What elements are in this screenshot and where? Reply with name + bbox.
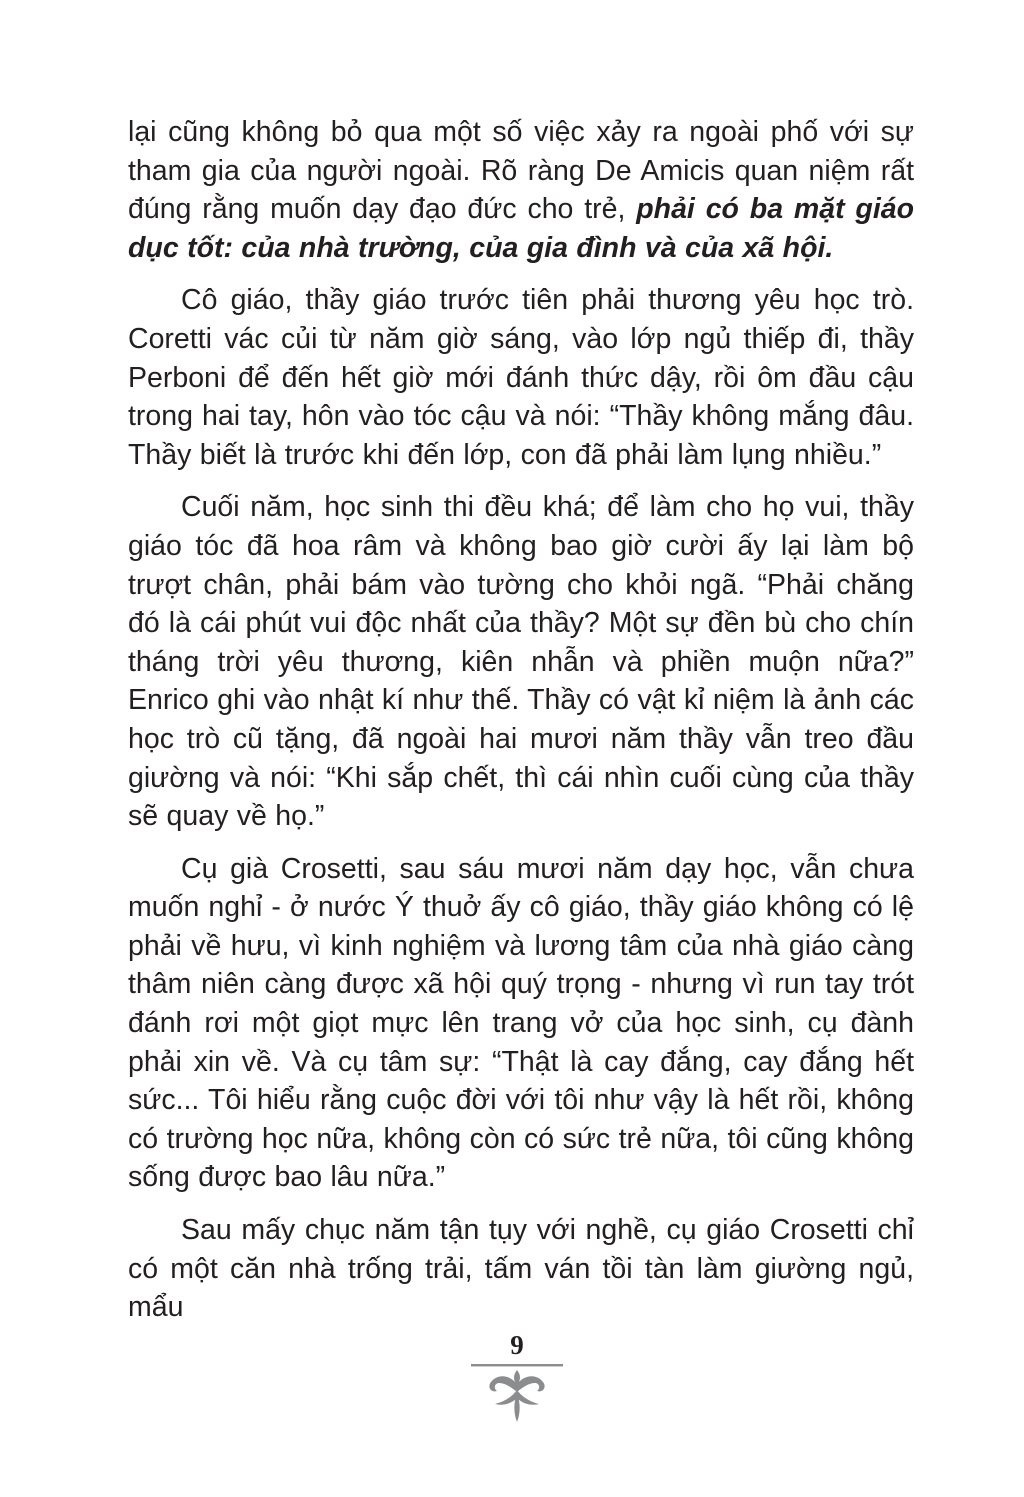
paragraph-5: Sau mấy chục năm tận tụy với nghề, cụ giáo Crosetti chỉ có một căn nhà trống trải, tấm ván tồi tàn làm giường ngủ, mẩu xyxy=(128,1214,914,1324)
page-number: 9 xyxy=(510,1330,524,1360)
paragraph-1-emphasis: phải có ba mặt giáo dục tốt: của nhà trường, của gia đình và của xã hội. xyxy=(128,193,914,264)
page-footer xyxy=(462,1330,572,1424)
paragraph-1-text: lại cũng không bỏ qua một số việc xảy ra ngoài phố với sự tham gia của người ngoài. Rõ ràng De Amicis quan niệm rất đúng rằng muốn dạy đạo đức cho trẻ, xyxy=(128,116,914,226)
fleuron-ornament-icon xyxy=(467,1362,567,1424)
page-body xyxy=(128,113,914,1341)
paragraph-2: Cô giáo, thầy giáo trước tiên phải thương yêu học trò. Coretti vác củi từ năm giờ sáng, vào lớp ngủ thiếp đi, thầy Perboni để đến hết giờ mới đánh thức dậy, rồi ôm đầu cậu trong hai tay, hôn vào tóc cậu và nói: “Thầy không mắng đâu. Thầy biết là trước khi đến lớp, con đã phải làm lụng nhiều.” xyxy=(128,284,914,471)
paragraph-4: Cụ già Crosetti, sau sáu mươi năm dạy học, vẫn chưa muốn nghỉ - ở nước Ý thuở ấy cô giáo, thầy giáo không có lệ phải về hưu, vì kinh nghiệm và lương tâm của nhà giáo càng thâm niên càng được xã hội quý trọng - nhưng vì run tay trót đánh rơi một giọt mực lên trang vở của học sinh, cụ đành phải xin về. Và cụ tâm sự: “Thật là cay đắng, cay đắng hết sức... Tôi hiểu rằng cuộc đời với tôi như vậy là hết rồi, không có trường học nữa, không còn có sức trẻ nữa, tôi cũng không sống được bao lâu nữa.” xyxy=(128,852,914,1194)
paragraph-1 xyxy=(128,113,914,267)
paragraph-3: Cuối năm, học sinh thi đều khá; để làm cho họ vui, thầy giáo tóc đã hoa râm và không bao giờ cười ấy lại làm bộ trượt chân, phải bám vào tường cho khỏi ngã. “Phải chăng đó là cái phút vui độc nhất của thầy? Một sự đền bù cho chín tháng trời yêu thương, kiên nhẫn và phiền muộn nữa?” Enrico ghi vào nhật kí như thế. Thầy có vật kỉ niệm là ảnh các học trò cũ tặng, đã ngoài hai mươi năm thầy vẫn treo đầu giường và nói: “Khi sắp chết, thì cái nhìn cuối cùng của thầy sẽ quay về họ.” xyxy=(128,491,914,833)
